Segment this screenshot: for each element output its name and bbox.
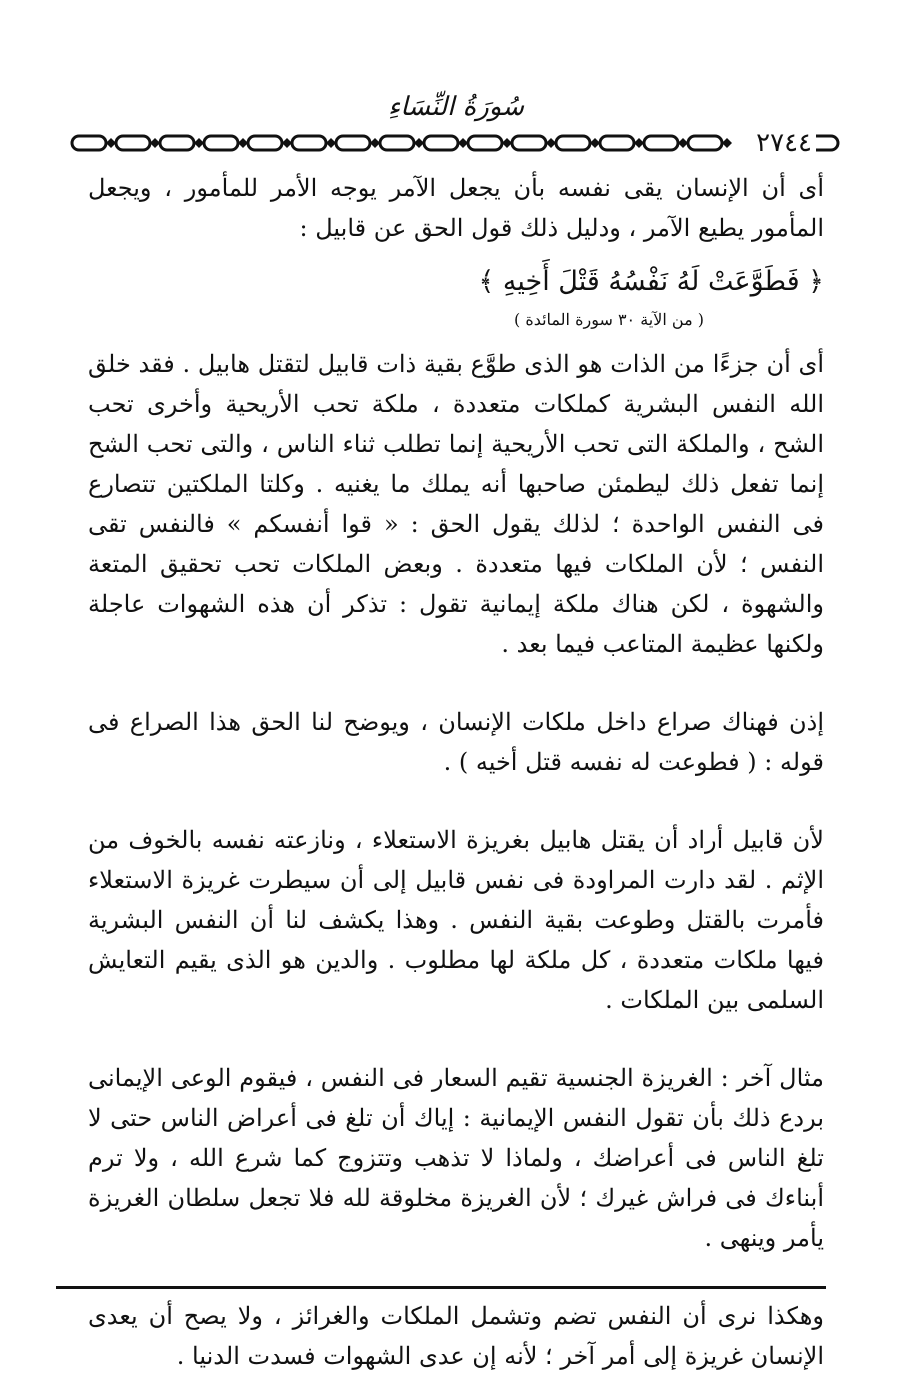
- surah-title: سُورَةُ النِّسَاءِ: [388, 92, 524, 122]
- verse-reference: ( من الآية ٣٠ سورة المائدة ): [513, 310, 704, 329]
- paragraph-3: إذن فهناك صراع داخل ملكات الإنسان ، ويوضح لنا الحق هذا الصراع فى قوله : ( فطوعت له نفسه قتل أخيه ) .: [88, 708, 824, 776]
- page-body: [88, 168, 824, 1376]
- paragraph-4: لأن قابيل أراد أن يقتل هابيل بغريزة الاستعلاء ، ونازعته نفسه بالخوف من الإثم . لقد دارت المراودة فى نفس قابيل إلى أن سيطرت غريزة الاستعلاء فأمرت بالقتل وطوعت بقية النفس . وهذا يكشف لنا أن النفس البشرية فيها ملكات متعددة ، كل ملكة لها مطلوب . والدين هو الذى يقيم التعايش السلمى بين الملكات .: [88, 826, 824, 1014]
- ornamental-chain-border: [70, 130, 840, 156]
- page-number: ٢٧٤٤: [752, 128, 816, 158]
- paragraph-2: أى أن جزءًا من الذات هو الذى طوَّع بقية ذات قابيل لتقتل هابيل . فقد خلق الله النفس البشرية كملكات متعددة ، ملكة تحب الأريحية وأخرى تحب الشح ، والملكة التى تحب الأريحية إنما تطلب ثناء الناس ، والتى تحب الشح إنما تفعل ذلك ليطمئن صاحبها أنه يملك ما يغنيه . وكلتا الملكتين تتصارع فى النفس الواحدة ؛ لذلك يقول الحق : « قوا أنفسكم » فالنفس تقى النفس ؛ لأن الملكات فيها متعددة . وبعض الملكات تحب تحقيق المتعة والشهوة ، لكن هناك ملكة إيمانية تقول : تذكر أن هذه الشهوات عاجلة ولكنها عظيمة المتاعب فيما بعد .: [88, 350, 824, 658]
- paragraph-1: أى أن الإنسان يقى نفسه بأن يجعل الآمر يوجه الأمر للمأمور ، ويجعل المأمور يطيع الآمر ، ودليل ذلك قول الحق عن قابيل :: [88, 174, 824, 242]
- paragraph-6: وهكذا نرى أن النفس تضم وتشمل الملكات والغرائز ، ولا يصح أن يعدى الإنسان غريزة إلى أمر آخر ؛ لأنه إن عدى الشهوات فسدت الدنيا .: [88, 1302, 824, 1370]
- paragraph-5: مثال آخر : الغريزة الجنسية تقيم السعار فى النفس ، فيقوم الوعى الإيمانى بردع ذلك بأن تقول النفس الإيمانية : إياك أن تلغ فى أعراض الناس حتى لا تلغ الناس فى أعراضك ، ولماذا لا تذهب وتتزوج كما شرع الله ، ولا ترم أبناءك فى فراش غيرك ؛ لأن الغريزة مخلوقة لله فلا تجعل سلطان الغريزة يأمر وينهى .: [88, 1064, 824, 1252]
- bottom-rule: [56, 1286, 826, 1289]
- quran-verse: ﴿ فَطَوَّعَتْ لَهُ نَفْسُهُ قَتْلَ أَخِيهِ ﴾: [478, 266, 824, 297]
